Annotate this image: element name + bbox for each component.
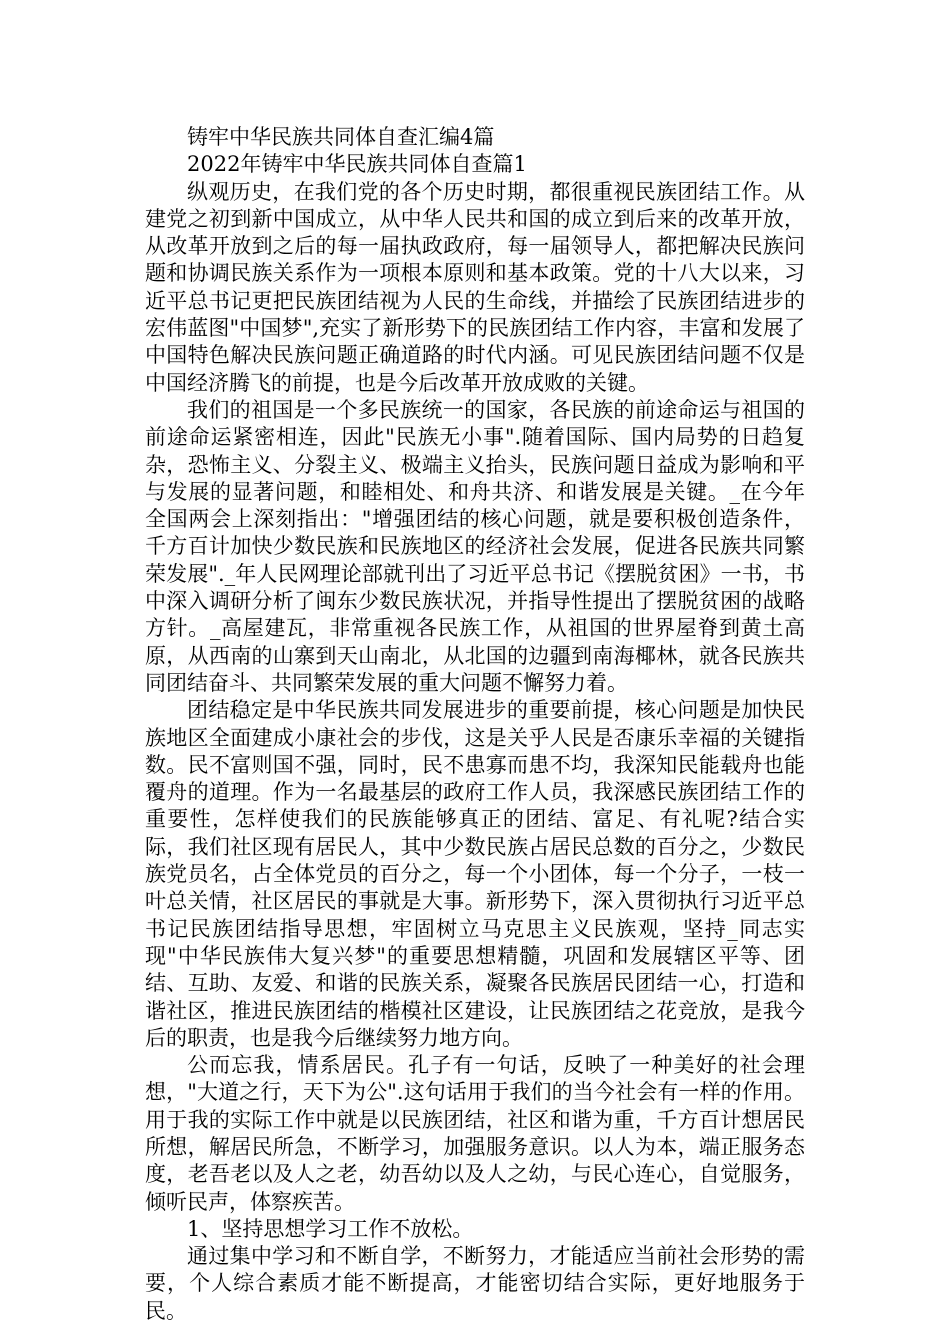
- document-title: 铸牢中华民族共同体自查汇编4篇: [187, 125, 495, 149]
- paragraph-history: 纵观历史，在我们党的各个历史时期，都很重视民族团结工作。从建党之初到新中国成立，从中华人民共和国的成立到后来的改革开放，从改革开放到之后的每一届执政政府，每一届领导人，都把解决民族问题和协调民族关系作为一项根本原则和基本政策。党的十八大以来，习近平总书记更把民族团结视为人民的生命线，并描绘了民族团结进步的宏伟蓝图"中国梦",充实了新形势下的民族团结工作内容，丰富和发展了中国特色解决民族问题正确道路的时代内涵。可见民族团结问题不仅是中国经济腾飞的前提，也是今后改革开放成败的关键。: [145, 179, 805, 395]
- paragraph-study: 通过集中学习和不断自学，不断努力，才能适应当前社会形势的需要，个人综合素质才能不断提高，才能密切结合实际，更好地服务于民。: [145, 1244, 805, 1323]
- paragraph-selfless: 公而忘我，情系居民。孔子有一句话，反映了一种美好的社会理想，"大道之行，天下为公".这句话用于我们的当今社会有一样的作用。用于我的实际工作中就是以民族团结，社区和谐为重，千方百计想居民所想，解居民所急，不断学习，加强服务意识。以人为本，端正服务态度，老吾老以及人之老，幼吾幼以及人之幼，与民心连心，自觉服务，倾听民声，体察疾苦。: [145, 1053, 805, 1214]
- paragraph-stability: 团结稳定是中华民族共同发展进步的重要前提，核心问题是加快民族地区全面建成小康社会的步伐，这是关乎人民是否康乐幸福的关键指数。民不富则国不强，同时，民不患寡而患不均，我深知民能载舟也能覆舟的道理。作为一名最基层的政府工作人员，我深感民族团结工作的重要性，怎样使我们的民族能够真正的团结、富足、有礼呢?结合实际，我们社区现有居民人，其中少数民族占居民总数的百分之，少数民族党员名，占全体党员的百分之，每一个小团体，每一个分子，一枝一叶总关情，社区居民的事就是大事。新形势下，深入贯彻执行习近平总书记民族团结指导思想，牢固树立马克思主义民族观，坚持_同志实现"中华民族伟大复兴梦"的重要思想精髓，巩固和发展辖区平等、团结、互助、友爱、和谐的民族关系，凝聚各民族居民团结一心，打造和谐社区，推进民族团结的楷模社区建设，让民族团结之花竞放，是我今后的职责，也是我今后继续努力地方向。: [145, 698, 805, 1050]
- paragraph-motherland: 我们的祖国是一个多民族统一的国家，各民族的前途命运与祖国的前途命运紧密相连，因此"民族无小事".随着国际、国内局势的日趋复杂，恐怖主义、分裂主义、极端主义抬头，民族问题日益成为影响和平与发展的显著问题，和睦相处、和舟共济、和谐发展是关键。_在今年全国两会上深刻指出："增强团结的核心问题，就是要积极创造条件，千方百计加快少数民族和民族地区的经济社会发展，促进各民族共同繁荣发展"._年人民网理论部就刊出了习近平总书记《摆脱贫困》一书，书中深入调研分析了闽东少数民族状况，并指导性提出了摆脱贫困的战略方针。_高屋建瓦，非常重视各民族工作，从祖国的世界屋脊到黄土高原，从西南的山寨到天山南北，从北国的边疆到南海椰林，就各民族共同团结奋斗、共同繁荣发展的重大问题不懈努力着。: [145, 397, 805, 695]
- paragraph-point-1: 1、坚持思想学习工作不放松。: [187, 1216, 474, 1241]
- document-subtitle: 2022年铸牢中华民族共同体自查篇1: [187, 152, 527, 177]
- document-body: [145, 124, 805, 1325]
